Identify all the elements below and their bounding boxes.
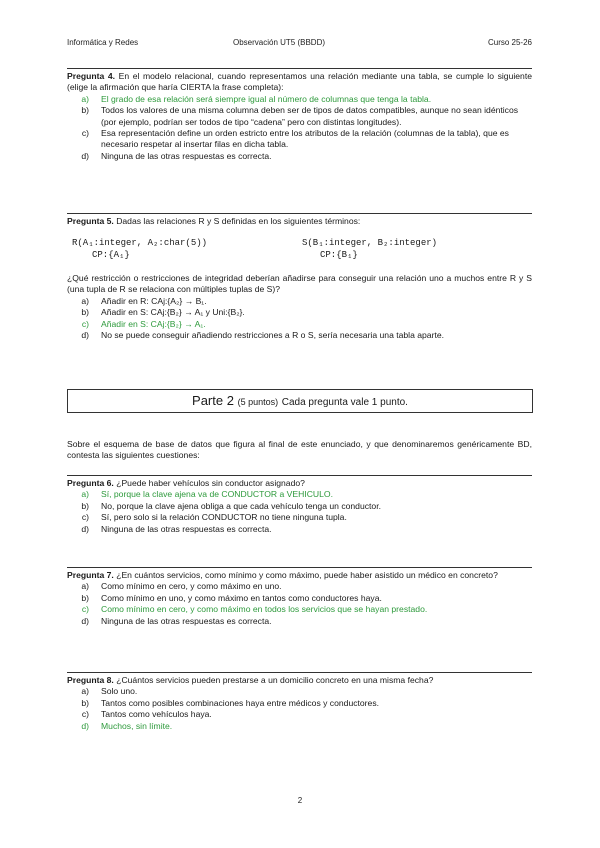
option-letter: c) [81,709,89,720]
question-5 [67,213,532,227]
option-a[interactable] [67,686,532,697]
option-letter: d) [81,615,89,626]
question-7-text: ¿En cuántos servicios, como mínimo y como máximo, puede haber asistido un médico en concreto? [113,570,498,580]
option-c[interactable] [67,604,532,615]
option-text: Tantos como posibles combinaciones haya entre médicos y conductores. [101,697,380,708]
option-b[interactable] [67,698,532,709]
option-a[interactable] [67,94,532,105]
option-text: Sí, porque la clave ajena va de CONDUCTOR a VEHICULO. [101,489,333,500]
header-course: Curso 25-26 [487,38,532,47]
option-letter: d) [81,523,89,534]
option-d[interactable] [67,721,532,732]
option-letter: a) [81,93,89,104]
option-letter: c) [81,318,89,329]
question-6 [67,475,532,535]
divider [67,213,532,214]
option-c[interactable] [67,128,532,151]
part-2-intro: Sobre el esquema de base de datos que figura al final de este enunciado, y que denominaremos genéricamente BD, contesta las siguientes cuestiones: [67,439,532,461]
option-text: El grado de esa relación será siempre igual al número de columnas que tenga la tabla. [101,93,432,104]
option-letter: b) [81,592,89,603]
divider [67,672,532,673]
question-6-text: ¿Puede haber vehículos sin conductor asignado? [113,478,305,488]
option-b[interactable] [67,593,532,604]
question-8 [67,672,532,732]
question-5-stem [67,216,532,227]
option-text: No, porque la clave ajena obliga a que cada vehículo tenga un conductor. [101,500,381,511]
option-letter: c) [81,604,89,615]
option-text: Añadir en R: CAj:{A₂} → B₁. [101,295,207,306]
relation-r: R(A₁:integer, A₂:char(5)) [72,238,208,248]
question-4-stem [67,71,532,94]
option-letter: a) [81,295,89,306]
question-5-text: Dadas las relaciones R y S definidas en los siguientes términos: [113,216,361,226]
option-letter: b) [81,105,89,116]
question-4 [67,68,532,162]
question-5-question: ¿Qué restricción o restricciones de integridad deberían añadirse para conseguir una relación uno a muchos entre R y S (una tupla de R se relaciona con múltiples tuplas de S)? [67,273,532,295]
relation-s: S(B₁:integer, B₂:integer) [302,238,438,248]
header-subject: Informática y Redes [67,38,139,47]
option-c[interactable] [67,512,532,523]
page-number: 2 [297,796,303,805]
option-letter: b) [81,500,89,511]
option-c[interactable] [67,709,532,720]
option-letter: c) [81,128,89,139]
option-text: Tantos como vehículos haya. [101,709,212,720]
option-text: Como mínimo en cero, y como máximo en todos los servicios que se hayan prestado. [101,604,428,615]
option-d[interactable] [67,524,532,535]
option-text: Ninguna de las otras respuestas es correcta. [101,150,272,161]
question-5-label: Pregunta 5. [67,216,114,226]
question-7-stem [67,570,532,581]
option-text: Ninguna de las otras respuestas es correcta. [101,523,272,534]
divider [67,567,532,568]
option-letter: d) [81,330,89,341]
relation-s-pk: CP:{B₁} [320,250,358,260]
option-letter: d) [81,150,89,161]
divider [67,68,532,69]
option-text: Todos los valores de una misma columna deben ser de tipos de datos compatibles, aunque no sean idénticos (por ejemplo, podrían ser todos de tipo “cadena” pero con distintas longitudes). [101,105,519,127]
option-letter: b) [81,307,89,318]
option-text: Como mínimo en cero, y como máximo en uno. [101,581,282,592]
option-b[interactable] [67,501,532,512]
header-title: Observación UT5 (BBDD) [233,38,326,47]
divider [67,475,532,476]
option-letter: c) [81,512,89,523]
part-2-note: Cada pregunta vale 1 punto. [281,397,408,408]
relation-r-pk: CP:{A₁} [92,250,130,260]
option-c[interactable] [67,319,532,330]
question-8-stem [67,675,532,686]
question-6-label: Pregunta 6. [67,478,114,488]
question-8-text: ¿Cuántos servicios pueden prestarse a un domicilio concreto en una misma fecha? [113,675,434,685]
part-2-points: (5 puntos) [237,397,279,407]
option-text: Sí, pero solo si la relación CONDUCTOR no tiene ninguna tupla. [101,512,347,523]
option-a[interactable] [67,489,532,500]
option-a[interactable] [67,296,532,307]
option-d[interactable] [67,616,532,627]
option-letter: d) [81,720,89,731]
question-7-label: Pregunta 7. [67,570,114,580]
part-2-banner [67,389,533,413]
option-letter: b) [81,697,89,708]
option-text: Muchos, sin límite. [101,720,173,731]
question-4-text: En el modelo relacional, cuando representamos una relación mediante una tabla, se cumple lo siguiente (elige la afirmación que haría CIERTA la frase completa): [67,71,532,93]
question-7 [67,567,532,627]
option-text: No se puede conseguir añadiendo restricciones a R o S, sería necesaria una tabla aparte. [101,330,445,341]
option-text: Solo uno. [101,686,138,697]
option-letter: a) [81,686,89,697]
option-d[interactable] [67,330,532,341]
option-text: Ninguna de las otras respuestas es correcta. [101,615,272,626]
option-text: Añadir en S: CAj:{B₂} → A₁. [101,318,206,329]
question-5-body [67,273,532,341]
question-4-label: Pregunta 4. [67,71,116,81]
option-text: Añadir en S: CAj:{B₂} → A₁ y Uni:{B₂}. [101,307,245,318]
option-letter: a) [81,489,89,500]
option-letter: a) [81,581,89,592]
option-d[interactable] [67,151,532,162]
option-b[interactable] [67,307,532,318]
question-6-stem [67,478,532,489]
option-b[interactable] [67,105,532,128]
option-a[interactable] [67,581,532,592]
part-2-title: Parte 2 [192,393,234,408]
option-text: Esa representación define un orden estricto entre los atributos de la relación (columnas de la tabla), que es necesario respetar al insertar filas en dicha tabla. [101,128,509,150]
option-text: Como mínimo en uno, y como máximo en tantos como conductores haya. [101,592,382,603]
question-8-label: Pregunta 8. [67,675,114,685]
